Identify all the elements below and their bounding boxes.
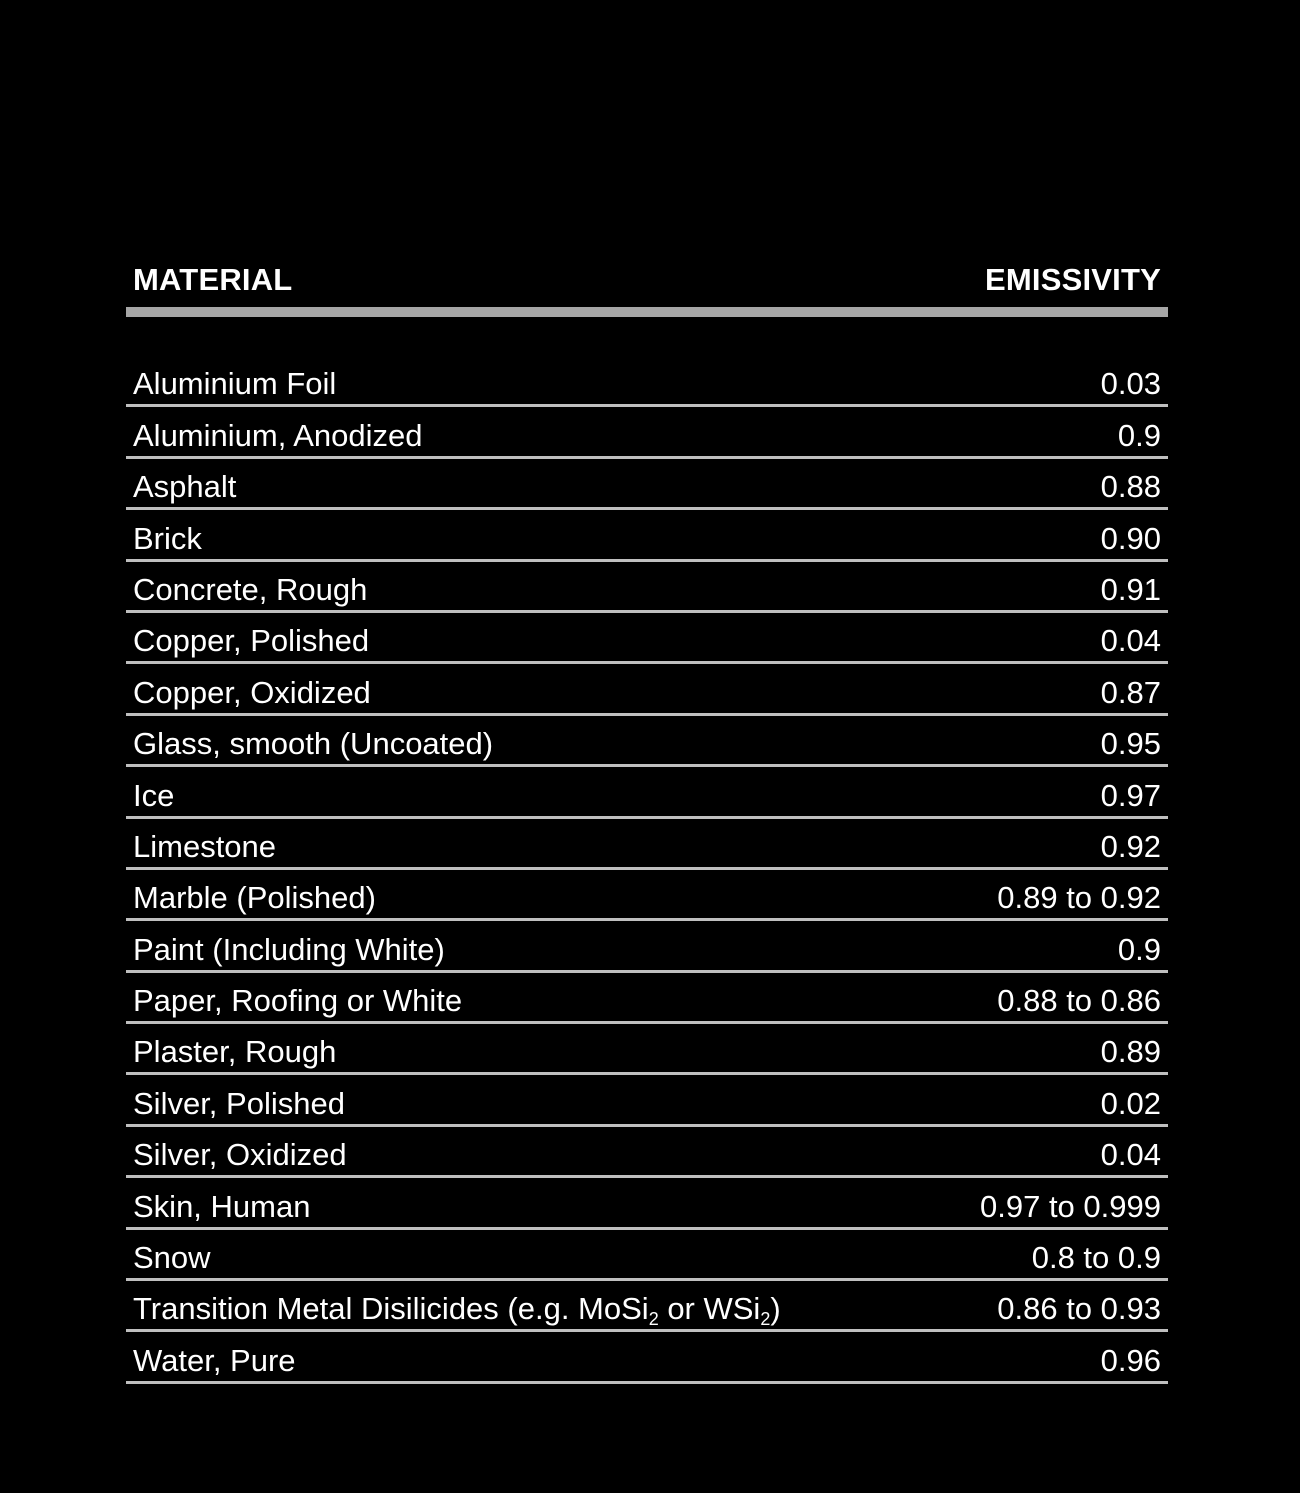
table-row <box>126 1178 1168 1229</box>
emissivity-cell: 0.86 to 0.93 <box>997 1291 1161 1327</box>
material-cell: Skin, Human <box>133 1188 311 1224</box>
emissivity-table <box>126 262 1168 1384</box>
table-header <box>126 262 1168 317</box>
table-row <box>126 1332 1168 1383</box>
emissivity-cell: 0.92 <box>1100 828 1161 864</box>
emissivity-cell: 0.9 <box>1117 417 1161 453</box>
emissivity-cell: 0.91 <box>1100 571 1161 607</box>
table-row <box>126 356 1168 407</box>
table-row <box>126 1075 1168 1126</box>
material-cell: Water, Pure <box>133 1342 296 1378</box>
emissivity-column-header: EMISSIVITY <box>985 262 1161 297</box>
table-row <box>126 664 1168 715</box>
material-cell: Copper, Polished <box>133 623 370 659</box>
material-cell: Aluminium Foil <box>133 366 337 402</box>
table-row <box>126 1024 1168 1075</box>
material-cell: Plaster, Rough <box>133 1034 337 1070</box>
emissivity-cell: 0.95 <box>1100 726 1161 762</box>
table-row <box>126 921 1168 972</box>
material-cell: Aluminium, Anodized <box>133 417 423 453</box>
table-row <box>126 562 1168 613</box>
emissivity-cell: 0.96 <box>1100 1342 1161 1378</box>
emissivity-cell: 0.88 to 0.86 <box>997 983 1161 1019</box>
table-row <box>126 819 1168 870</box>
material-text-part: or WSi <box>658 1291 761 1327</box>
emissivity-cell: 0.04 <box>1100 1137 1161 1173</box>
emissivity-cell: 0.04 <box>1100 623 1161 659</box>
material-cell: Snow <box>133 1240 211 1276</box>
material-column-header: MATERIAL <box>133 262 293 297</box>
emissivity-cell: 0.02 <box>1100 1085 1161 1121</box>
material-cell: Glass, smooth (Uncoated) <box>133 726 494 762</box>
table-row <box>126 973 1168 1024</box>
material-cell: Paint (Including White) <box>133 931 445 967</box>
table-row <box>126 716 1168 767</box>
material-cell: Asphalt <box>133 469 237 505</box>
table-row <box>126 1230 1168 1281</box>
table-row <box>126 767 1168 818</box>
emissivity-cell: 0.89 to 0.92 <box>997 880 1161 916</box>
table-row <box>126 613 1168 664</box>
emissivity-cell: 0.9 <box>1117 931 1161 967</box>
subscript: 2 <box>760 1309 771 1330</box>
table-body <box>126 356 1168 1384</box>
emissivity-cell: 0.03 <box>1100 366 1161 402</box>
material-text-part: ) <box>770 1291 781 1327</box>
table-row <box>126 459 1168 510</box>
emissivity-cell: 0.88 <box>1100 469 1161 505</box>
table-row <box>126 407 1168 458</box>
material-text-part: Transition Metal Disilicides (e.g. MoSi <box>133 1291 649 1327</box>
emissivity-cell: 0.97 to 0.999 <box>980 1188 1161 1224</box>
material-cell: Paper, Roofing or White <box>133 983 463 1019</box>
material-cell: Copper, Oxidized <box>133 674 371 710</box>
material-cell: Silver, Polished <box>133 1085 345 1121</box>
table-row <box>126 1127 1168 1178</box>
material-cell: Silver, Oxidized <box>133 1137 347 1173</box>
emissivity-cell: 0.97 <box>1100 777 1161 813</box>
table-row <box>126 510 1168 561</box>
material-cell: Limestone <box>133 828 277 864</box>
material-cell: Brick <box>133 520 202 556</box>
emissivity-cell: 0.87 <box>1100 674 1161 710</box>
material-cell <box>133 1291 781 1329</box>
material-cell: Concrete, Rough <box>133 571 368 607</box>
material-cell: Ice <box>133 777 175 813</box>
material-cell: Marble (Polished) <box>133 880 376 916</box>
subscript: 2 <box>648 1309 659 1330</box>
emissivity-cell: 0.90 <box>1100 520 1161 556</box>
table-row <box>126 870 1168 921</box>
emissivity-cell: 0.8 to 0.9 <box>1031 1240 1161 1276</box>
table-row <box>126 1281 1168 1332</box>
emissivity-cell: 0.89 <box>1100 1034 1161 1070</box>
